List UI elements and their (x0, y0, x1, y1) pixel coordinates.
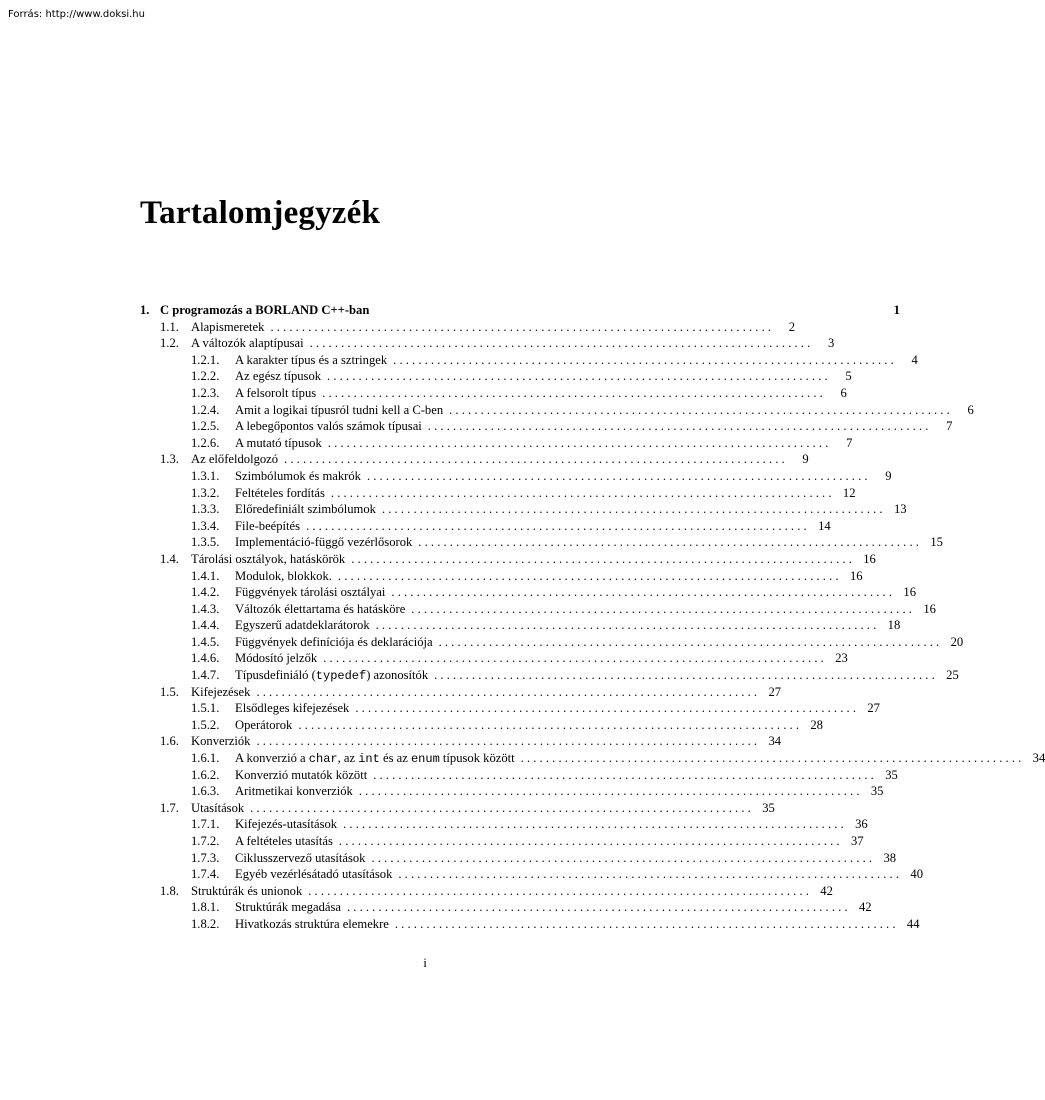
toc-entry-page: 1 (893, 303, 900, 317)
toc-entry-title: Típusdefiniáló (typedef) azonosítók (235, 668, 429, 684)
toc-entry-number: 1.4.3. (191, 601, 220, 616)
dot-leader: . . . . . . . . . . . . . . . . . . . . . . . . . . . . . . . . . . . . . . . . . . . . . . . . . . . . . . . . . . . . . . . . . . . . . . . . . . . . . . . . (270, 319, 772, 334)
toc-entry-page: 7 (846, 435, 853, 450)
dot-leader: . . . . . . . . . . . . . . . . . . . . . . . . . . . . . . . . . . . . . . . . . . . . . . . . . . . . . . . . . . . . . . . . . . . . . . . . . . . . . . . . (411, 601, 912, 616)
toc-entry-title: Tárolási osztályok, hatáskörök (191, 551, 346, 566)
dot-leader: . . . . . . . . . . . . . . . . . . . . . . . . . . . . . . . . . . . . . . . . . . . . . . . . . . . . . . . . . . . . . . . . . . . . . . . . . . . . . . . . (298, 717, 799, 732)
toc-entry[interactable] (140, 866, 923, 883)
toc-entry-page: 42 (820, 883, 833, 898)
toc-entry-title: A lebegőpontos valós számok típusai (235, 419, 422, 434)
toc-entry-page: 5 (845, 369, 852, 384)
table-of-contents (140, 302, 1045, 933)
toc-entry-number: 1.7.1. (191, 817, 220, 832)
toc-entry-number: 1.2.4. (191, 402, 220, 417)
dot-leader: . . . . . . . . . . . . . . . . . . . . . . . . . . . . . . . . . . . . . . . . . . . . . . . . . . . . . . . . . . . . . . . . . . . . . . . . . . . . . . . . (366, 468, 868, 483)
dot-leader: . . . . . . . . . . . . . . . . . . . . . . . . . . . . . . . . . . . . . . . . . . . . . . . . . . . . . . . . . . . . . . . . . . . . . . . . . . . . . . . . (346, 900, 848, 915)
toc-entry-title: Függvények definíciója és deklarációja (235, 634, 433, 649)
toc-entry-number: 1.2. (160, 336, 179, 351)
toc-entry-title: Amit a logikai típusról tudni kell a C-ben (235, 402, 444, 417)
toc-entry[interactable] (140, 534, 943, 551)
toc-entry-title: Implementáció-függő vezérlősorok (235, 535, 413, 550)
dot-leader: . . . . . . . . . . . . . . . . . . . . . . . . . . . . . . . . . . . . . . . . . . . . . . . . . . . . . . . . . . . . . . . . . . . . . . . . . . . . . . . . (322, 385, 823, 400)
toc-entry-number: 1.7.4. (191, 867, 220, 882)
toc-entry-title: Szimbólumok és makrók (235, 468, 361, 483)
toc-entry-number: 1.6. (160, 734, 179, 749)
toc-entry-page: 35 (870, 784, 884, 799)
toc-entry-title: File-beépítés (235, 518, 301, 533)
toc-entry-number: 1.7.2. (191, 834, 220, 848)
toc-entry-page: 38 (883, 850, 897, 865)
dot-leader: . . . . . . . . . . . . . . . . . . . . . . . . . . . . . . . . . . . . . . . . . . . . . . . . . . . . . . . . . . . . . . . . . . . . . . . . . . . . . . . . (449, 402, 950, 417)
toc-entry-page: 9 (885, 468, 892, 483)
toc-entry-title: Feltételes fordítás (235, 485, 325, 500)
toc-entry[interactable] (140, 352, 918, 369)
toc-entry[interactable] (140, 700, 880, 717)
dot-leader: . . . . . . . . . . . . . . . . . . . . . . . . . . . . . . . . . . . . . . . . . . . . . . . . . . . . . . . . . . . . . . . . . . . . . . . . . . . . . . . . (351, 551, 852, 566)
dot-leader: . . . . . . . . . . . . . . . . . . . . . . . . . . . . . . . . . . . . . . . . . . . . . . . . . . . . . . . . . . . . . . . . . . . . . . . . . . . . . . . . (284, 452, 785, 467)
toc-entry-title: Módosító jelzők (235, 651, 318, 666)
toc-entry[interactable] (140, 418, 953, 435)
toc-entry-page: 13 (893, 502, 907, 517)
dot-leader: . . . . . . . . . . . . . . . . . . . . . . . . . . . . . . . . . . . . . . . . . . . . . . . . . . . . . . . . . . . . . . . . . . . . . . . . . . . . . . . . (309, 336, 811, 351)
toc-entry-number: 1.3.5. (191, 535, 220, 550)
toc-entry-number: 1.2.3. (191, 385, 220, 400)
dot-leader: . . . . . . . . . . . . . . . . . . . . . . . . . . . . . . . . . . . . . . . . . . . . . . . . . . . . . . . . . . . . . . . . . . . . . . . . . . . . . . . . (393, 352, 894, 367)
dot-leader: . . . . . . . . . . . . . . . . . . . . . . . . . . . . . . . . . . . . . . . . . . . . . . . . . . . . . . . . . . . . . . . . . . . . . . . . . . . . . . . . (256, 684, 758, 699)
toc-entry-title: Struktúrák megadása (235, 900, 341, 915)
dot-leader: . . . . . . . . . . . . . . . . . . . . . . . . . . . . . . . . . . . . . . . . . . . . . . . . . . . . . . . . . . . . . . . . . . . . . . . . . . . . . . . . (381, 502, 883, 517)
toc-entry-number: 1.1. (160, 319, 179, 334)
dot-leader: . . . . . . . . . . . . . . . . . . . . . . . . . . . . . . . . . . . . . . . . . . . . . . . . . . . . . . . . . . . . . . . . . . . . . . . . . . . . . . . . (327, 369, 828, 384)
toc-entry-number: 1.3. (160, 452, 179, 467)
dot-leader: . . . . . . . . . . . . . . . . . . . . . . . . . . . . . . . . . . . . . . . . . . . . . . . . . . . . . . . . . . . . . . . . . . . . . . . . . . . . . . . . (373, 767, 874, 782)
toc-entry-number: 1.4.1. (191, 568, 220, 583)
toc-entry-title: Konverziók (191, 734, 251, 749)
toc-entry-page: 25 (946, 668, 959, 683)
dot-leader: . . . . . . . . . . . . . . . . . . . . . . . . . . . . . . . . . . . . . . . . . . . . . . . . . . . . . . . . . . . . . . . . . . . . . . . . . . . . . . . . (427, 419, 929, 434)
toc-entry-title: A mutató típusok (235, 435, 322, 450)
toc-entry[interactable] (140, 451, 809, 468)
toc-entry-page: 16 (849, 568, 863, 583)
toc-entry-number: 1.3.4. (191, 518, 220, 533)
toc-entry-title: Kifejezés-utasítások (235, 817, 338, 832)
toc-entry-number: 1.2.2. (191, 369, 220, 384)
toc-entry[interactable] (140, 684, 782, 701)
toc-entry-number: 1.4.6. (191, 651, 220, 666)
toc-entry-number: 1.3.2. (191, 485, 220, 500)
toc-entry[interactable] (140, 617, 901, 634)
toc-entry-page: 16 (903, 585, 916, 600)
toc-entry-page: 40 (910, 867, 923, 882)
toc-entry-page: 34 (1032, 751, 1045, 766)
dot-leader: . . . . . . . . . . . . . . . . . . . . . . . . . . . . . . . . . . . . . . . . . . . . . . . . . . . . . . . . . . . . . . . . . . . . . . . . . . . . . . . . (418, 535, 919, 550)
toc-entry-title: Modulok, blokkok. (235, 568, 332, 583)
toc-entry-number: 1.4.2. (191, 585, 220, 600)
toc-entry-title: Változók élettartama és hatásköre (235, 601, 406, 616)
toc-entry[interactable] (140, 816, 868, 833)
toc-entry[interactable] (140, 302, 900, 319)
dot-leader: . . . . . . . . . . . . . . . . . . . . . . . . . . . . . . . . . . . . . . . . . . . . . . . . . . . . . . . . . . . . . . . . . . . . . . . . . . . . . . . . (343, 817, 844, 832)
toc-entry-title: Kifejezések (191, 684, 251, 699)
toc-entry[interactable] (140, 634, 964, 651)
toc-entry[interactable] (140, 750, 1045, 767)
toc-entry-title: Alapismeretek (191, 319, 265, 334)
toc-entry-page: 23 (835, 651, 848, 666)
dot-leader: . . . . . . . . . . . . . . . . . . . . . . . . . . . . . . . . . . . . . . . . . . . . . . . . . . . . . . . . . . . . . . . . . . . . . . . . . . . . . . . . (391, 585, 892, 600)
toc-entry-page: 35 (885, 767, 898, 782)
toc-entry-number: 1.7.3. (191, 850, 220, 865)
dot-leader: . . . . . . . . . . . . . . . . . . . . . . . . . . . . . . . . . . . . . . . . . . . . . . . . . . . . . . . . . . . . . . . . . . . . . . . . . . . . . . . . (250, 800, 751, 815)
toc-entry-page: 27 (867, 701, 880, 716)
toc-entry-number: 1.8. (160, 883, 179, 898)
toc-entry[interactable] (140, 916, 920, 933)
toc-entry-page: 4 (911, 352, 918, 367)
dot-leader: . . . . . . . . . . . . . . . . . . . . . . . . . . . . . . . . . . . . . . . . . . . . . . . . . . . . . . . . . . . . . . . . . . . . . . . . . . . . . . . . (308, 883, 809, 898)
dot-leader: . . . . . . . . . . . . . . . . . . . . . . . . . . . . . . . . . . . . . . . . . . . . . . . . . . . . . . . . . . . . . . . . . . . . . . . . . . . . . . . . (520, 751, 1022, 766)
toc-entry[interactable] (140, 767, 898, 784)
dot-leader: . . . . . . . . . . . . . . . . . . . . . . . . . . . . . . . . . . . . . . . . . . . . . . . . . . . . . . . . . . . . . . . . . . . . . . . . . . . . . . . . (338, 834, 840, 848)
toc-entry[interactable] (140, 800, 775, 817)
toc-entry[interactable] (140, 783, 884, 800)
toc-entry-page: 9 (802, 452, 809, 467)
toc-entry[interactable] (140, 319, 796, 336)
toc-entry-title: A feltételes utasítás (235, 834, 333, 848)
toc-entry[interactable] (140, 568, 863, 585)
toc-entry-page: 27 (768, 684, 782, 699)
toc-entry[interactable] (140, 402, 974, 419)
toc-entry-page: 16 (863, 551, 876, 566)
toc-entry-title: Elsődleges kifejezések (235, 701, 350, 716)
toc-entry-number: 1.5.2. (191, 717, 220, 732)
toc-entry-title: Struktúrák és unionok (191, 883, 303, 898)
toc-entry[interactable] (140, 850, 897, 867)
toc-entry-page: 3 (827, 336, 835, 351)
toc-entry-page: 20 (950, 634, 964, 649)
page-title: Tartalomjegyzék (140, 195, 381, 231)
dot-leader: . . . . . . . . . . . . . . . . . . . . . . . . . . . . . . . . . . . . . . . . . . . . . . . . . . . . . . . . . . . . . . . . . . . . . . . . . . . . . . . . (358, 784, 860, 799)
toc-entry-title: Egyszerű adatdeklarátorok (235, 618, 370, 633)
dot-leader: . . . . . . . . . . . . . . . . . . . . . . . . . . . . . . . . . . . . . . . . . . . . . . . . . . . . . . . . . . . . . . . . . . . . . . . . . . . . . . . . (355, 701, 856, 716)
toc-entry-number: 1.7. (160, 800, 179, 815)
toc-entry[interactable] (140, 501, 907, 518)
toc-entry[interactable] (140, 667, 959, 684)
toc-entry-title: Utasítások (191, 800, 245, 815)
dot-leader: . . . . . . . . . . . . . . . . . . . . . . . . . . . . . . . . . . . . . . . . . . . . . . . . . . . . . . . . . . . . . . . . . . . . . . . . . . . . . . . . (438, 634, 940, 649)
toc-entry-page: 7 (946, 419, 953, 434)
toc-entry-page: 16 (923, 601, 936, 616)
toc-entry-page: 12 (842, 485, 856, 500)
toc-entry-page: 28 (810, 717, 823, 732)
toc-entry-number: 1.3.1. (191, 468, 220, 483)
toc-entry-page: 15 (930, 535, 943, 550)
toc-entry-page: 44 (906, 916, 920, 931)
toc-entry-title: A konverzió a char, az int és az enum típusok között (235, 751, 515, 767)
toc-entry-title: Függvények tárolási osztályai (235, 585, 386, 600)
toc-entry[interactable] (140, 650, 848, 667)
toc-entry-title: A karakter típus és a sztringek (235, 352, 388, 367)
toc-entry-number: 1.5.1. (191, 701, 220, 716)
toc-entry-number: 1.2.6. (191, 435, 220, 450)
toc-entry-number: 1.5. (160, 684, 179, 699)
toc-entry-number: 1.8.2. (191, 916, 220, 931)
dot-leader: . . . . . . . . . . . . . . . . . . . . . . . . . . . . . . . . . . . . . . . . . . . . . . . . . . . . . . . . . . . . . . . . . . . . . . . . . . . . . . . . (394, 916, 896, 931)
toc-entry-title: Aritmetikai konverziók (235, 784, 353, 799)
toc-entry[interactable] (140, 717, 823, 734)
toc-entry[interactable] (140, 551, 876, 568)
page-number: i (423, 955, 427, 970)
toc-entry[interactable] (140, 733, 782, 750)
toc-entry-number: 1.2.1. (191, 352, 220, 367)
dot-leader: . . . . . . . . . . . . . . . . . . . . . . . . . . . . . . . . . . . . . . . . . . . . . . . . . . . . . . . . . . . . . . . . . . . . . . . . . . . . . . . . (371, 850, 873, 865)
toc-entry-title: A változók alaptípusai (191, 336, 304, 351)
dot-leader: . . . . . . . . . . . . . . . . . . . . . . . . . . . . . . . . . . . . . . . . . . . . . . . . . . . . . . . . . . . . . . . . . . . . . . . . . . . . . . . . (398, 867, 899, 882)
toc-entry[interactable] (140, 485, 856, 502)
toc-entry-page: 6 (840, 385, 847, 400)
toc-entry-page: 2 (788, 319, 796, 334)
toc-entry-page: 37 (850, 834, 864, 848)
toc-entry[interactable] (140, 899, 872, 916)
toc-entry-page: 42 (858, 900, 872, 915)
toc-entry[interactable] (140, 883, 833, 900)
toc-entry[interactable] (140, 601, 936, 618)
toc-entry-title: C programozás a BORLAND C++-ban (160, 303, 370, 317)
toc-entry-number: 1.8.1. (191, 900, 220, 915)
toc-entry-page: 18 (887, 618, 901, 633)
toc-entry-number: 1.4.5. (191, 634, 220, 649)
toc-entry[interactable] (140, 518, 831, 535)
toc-entry[interactable] (140, 833, 864, 850)
toc-entry-title: Előredefiniált szimbólumok (235, 502, 376, 517)
dot-leader: . . . . . . . . . . . . . . . . . . . . . . . . . . . . . . . . . . . . . . . . . . . . . . . . . . . . . . . . . . . . . . . . . . . . . . . . . . . . . . . . (375, 618, 877, 633)
toc-entry[interactable] (140, 584, 916, 601)
toc-entry[interactable] (140, 368, 852, 385)
toc-entry[interactable] (140, 335, 835, 352)
toc-entry-number: 1.3.3. (191, 502, 220, 517)
toc-entry-page: 35 (762, 800, 775, 815)
toc-entry-page: 6 (967, 402, 974, 417)
toc-entry-title: Konverzió mutatók között (235, 767, 368, 782)
source-note: Forrás: http://www.doksi.hu (8, 9, 145, 20)
toc-entry[interactable] (140, 468, 892, 485)
toc-entry-title: Hivatkozás struktúra elemekre (235, 916, 389, 931)
dot-leader: . . . . . . . . . . . . . . . . . . . . . . . . . . . . . . . . . . . . . . . . . . . . . . . . . . . . . . . . . . . . . . . . . . . . . . . . . . . . . . . . (434, 668, 935, 683)
toc-entry-number: 1.6.1. (191, 751, 220, 766)
toc-entry-page: 14 (818, 518, 831, 533)
toc-entry-page: 36 (855, 817, 868, 832)
toc-entry-number: 1.2.5. (191, 419, 220, 434)
dot-leader: . . . . . . . . . . . . . . . . . . . . . . . . . . . . . . . . . . . . . . . . . . . . . . . . . . . . . . . . . . . . . . . . . . . . . . . . . . . . . . . . (330, 485, 832, 500)
dot-leader: . . . . . . . . . . . . . . . . . . . . . . . . . . . . . . . . . . . . . . . . . . . . . . . . . . . . . . . . . . . . . . . . . . . . . . . . . . . . . . . . (306, 518, 807, 533)
toc-entry-title: Egyéb vezérlésátadó utasítások (235, 867, 393, 882)
toc-entry-title: Az egész típusok (235, 369, 322, 384)
toc-entry-number: 1.4.7. (191, 668, 220, 683)
toc-entry-number: 1.4. (160, 551, 179, 566)
toc-entry-number: 1.6.3. (191, 784, 220, 799)
toc-entry-page: 34 (768, 734, 782, 749)
dot-leader: . . . . . . . . . . . . . . . . . . . . . . . . . . . . . . . . . . . . . . . . . . . . . . . . . . . . . . . . . . . . . . . . . . . . . . . . . . . . . . . . (323, 651, 824, 666)
dot-leader: . . . . . . . . . . . . . . . . . . . . . . . . . . . . . . . . . . . . . . . . . . . . . . . . . . . . . . . . . . . . . . . . . . . . . . . . . . . . . . . . (337, 568, 839, 583)
toc-entry-title: Operátorok (235, 717, 293, 732)
toc-entry-title: Az előfeldolgozó (191, 452, 279, 467)
toc-entry[interactable] (140, 435, 853, 452)
dot-leader: . . . . . . . . . . . . . . . . . . . . . . . . . . . . . . . . . . . . . . . . . . . . . . . . . . . . . . . . . . . . . . . . . . . . . . . . . . . . . . . . (327, 435, 829, 450)
toc-entry-number: 1.6.2. (191, 767, 220, 782)
toc-entry-title: Ciklusszervező utasítások (235, 850, 366, 865)
toc-entry-title: A felsorolt típus (235, 385, 317, 400)
dot-leader: . . . . . . . . . . . . . . . . . . . . . . . . . . . . . . . . . . . . . . . . . . . . . . . . . . . . . . . . . . . . . . . . . . . . . . . . . . . . . . . . (256, 734, 758, 749)
toc-entry[interactable] (140, 385, 847, 402)
toc-entry-number: 1. (140, 303, 150, 317)
toc-entry-number: 1.4.4. (191, 618, 220, 633)
